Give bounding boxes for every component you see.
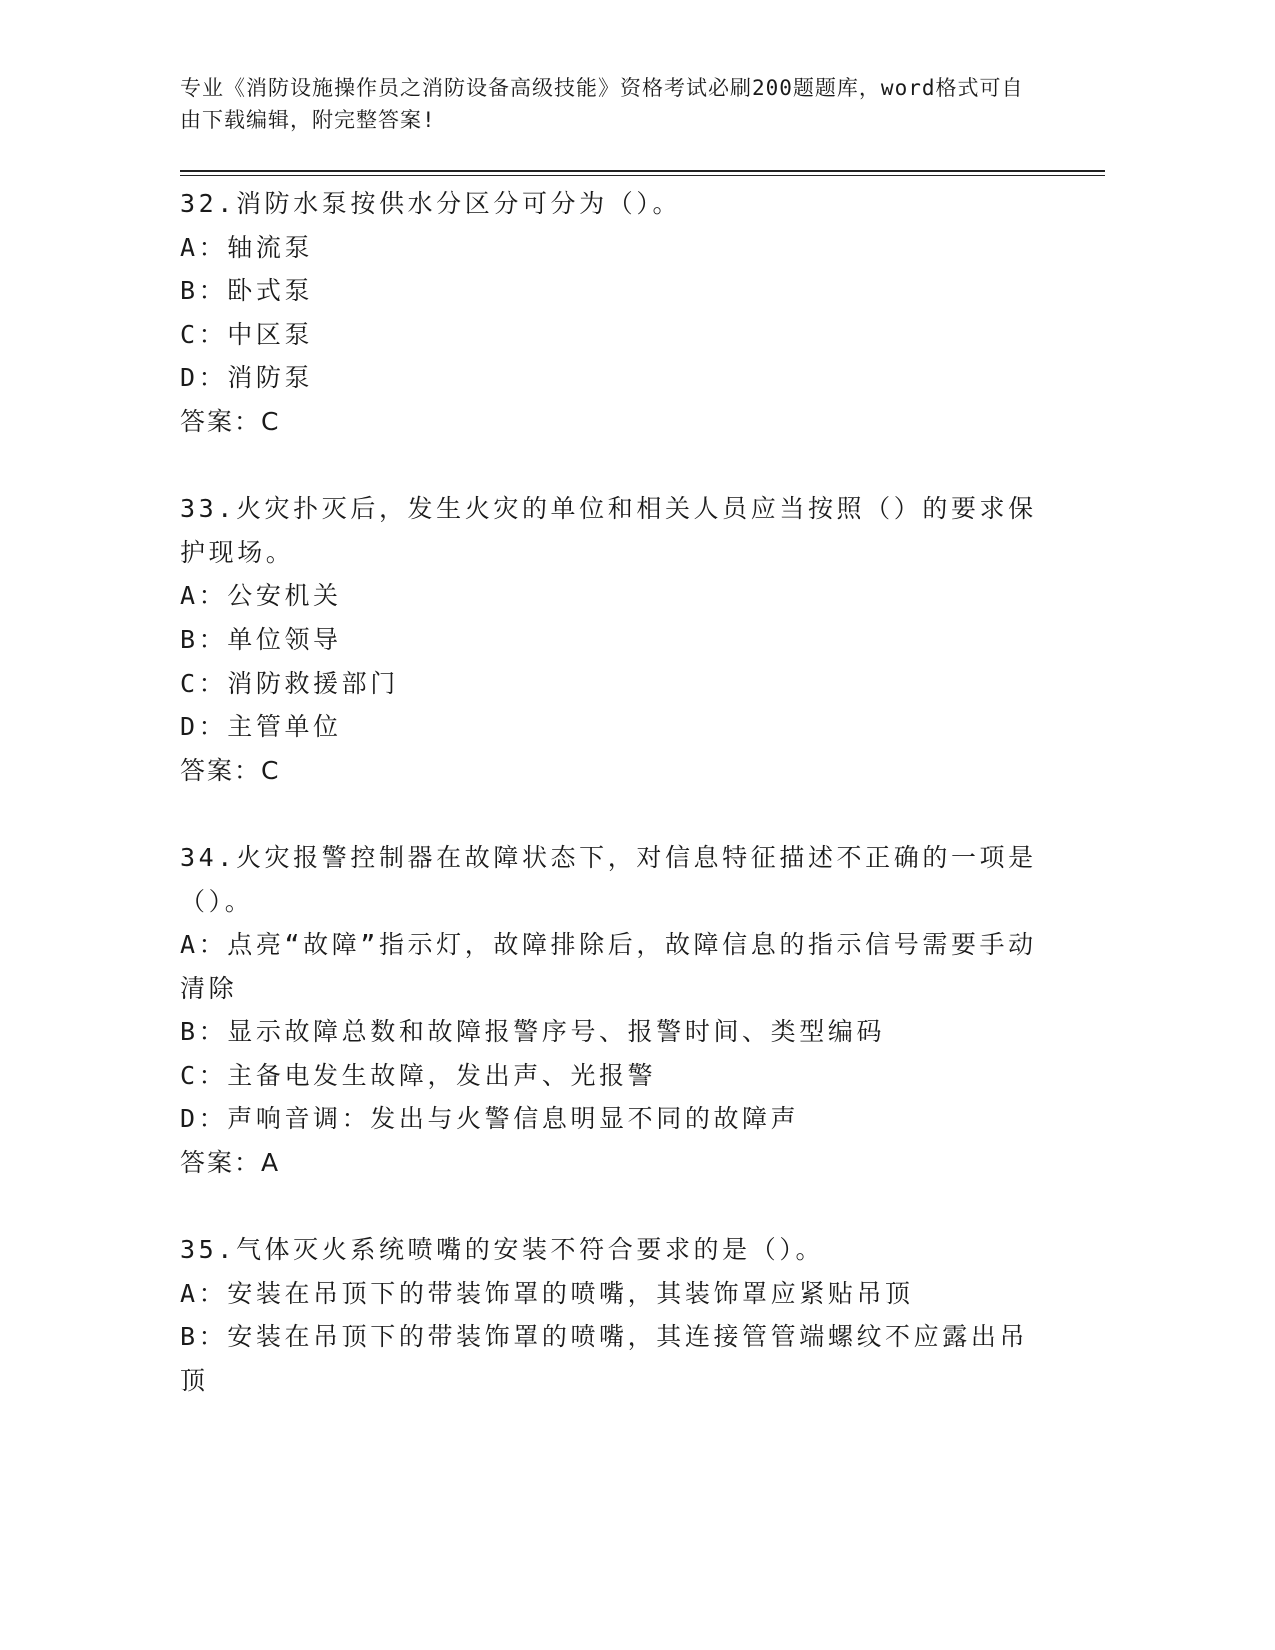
header-divider-thick [180,170,1105,172]
option-b: B：卧式泵 [180,276,314,306]
question-33 [180,487,1040,792]
header-divider-thin [180,175,1105,176]
question-stem: 35.气体灭火系统喷嘴的安装不符合要求的是（）。 [180,1235,825,1265]
answer: 答案：C [180,406,281,436]
option-c: C：消防救援部门 [180,668,399,698]
answer: 答案：C [180,755,281,785]
question-34 [180,836,1040,1185]
option-b: B：显示故障总数和故障报警序号、报警时间、类型编码 [180,1017,886,1047]
option-d: D：消防泵 [180,363,314,393]
question-list [180,182,1040,1446]
answer: 答案：A [180,1148,281,1178]
option-a: A：公安机关 [180,581,342,611]
option-d: D：声响音调：发出与火警信息明显不同的故障声 [180,1104,800,1134]
option-b: B：单位领导 [180,624,342,654]
option-d: D：主管单位 [180,712,342,742]
option-a: A：轴流泵 [180,232,314,262]
question-stem: 32.消防水泵按供水分区分可分为（）。 [180,189,682,218]
question-stem: 33.火灾扑灭后，发生火灾的单位和相关人员应当按照（）的要求保护现场。 [180,494,1037,567]
option-c: C：主备电发生故障，发出声、光报警 [180,1060,657,1090]
question-32 [180,182,1040,444]
document-header: 专业《消防设施操作员之消防设备高级技能》资格考试必刷200题题库，word格式可自由下载编辑，附完整答案! [180,76,1024,132]
question-35 [180,1228,1040,1402]
option-a: A：安装在吊顶下的带装饰罩的喷嘴，其装饰罩应紧贴吊顶 [180,1278,914,1308]
question-stem: 34.火灾报警控制器在故障状态下，对信息特征描述不正确的一项是（）。 [180,842,1037,916]
option-b: B：安装在吊顶下的带装饰罩的喷嘴，其连接管管端螺纹不应露出吊顶 [180,1322,1029,1396]
option-c: C：中区泵 [180,319,314,349]
option-a: A：点亮“故障”指示灯，故障排除后，故障信息的指示信号需要手动清除 [180,930,1037,1003]
